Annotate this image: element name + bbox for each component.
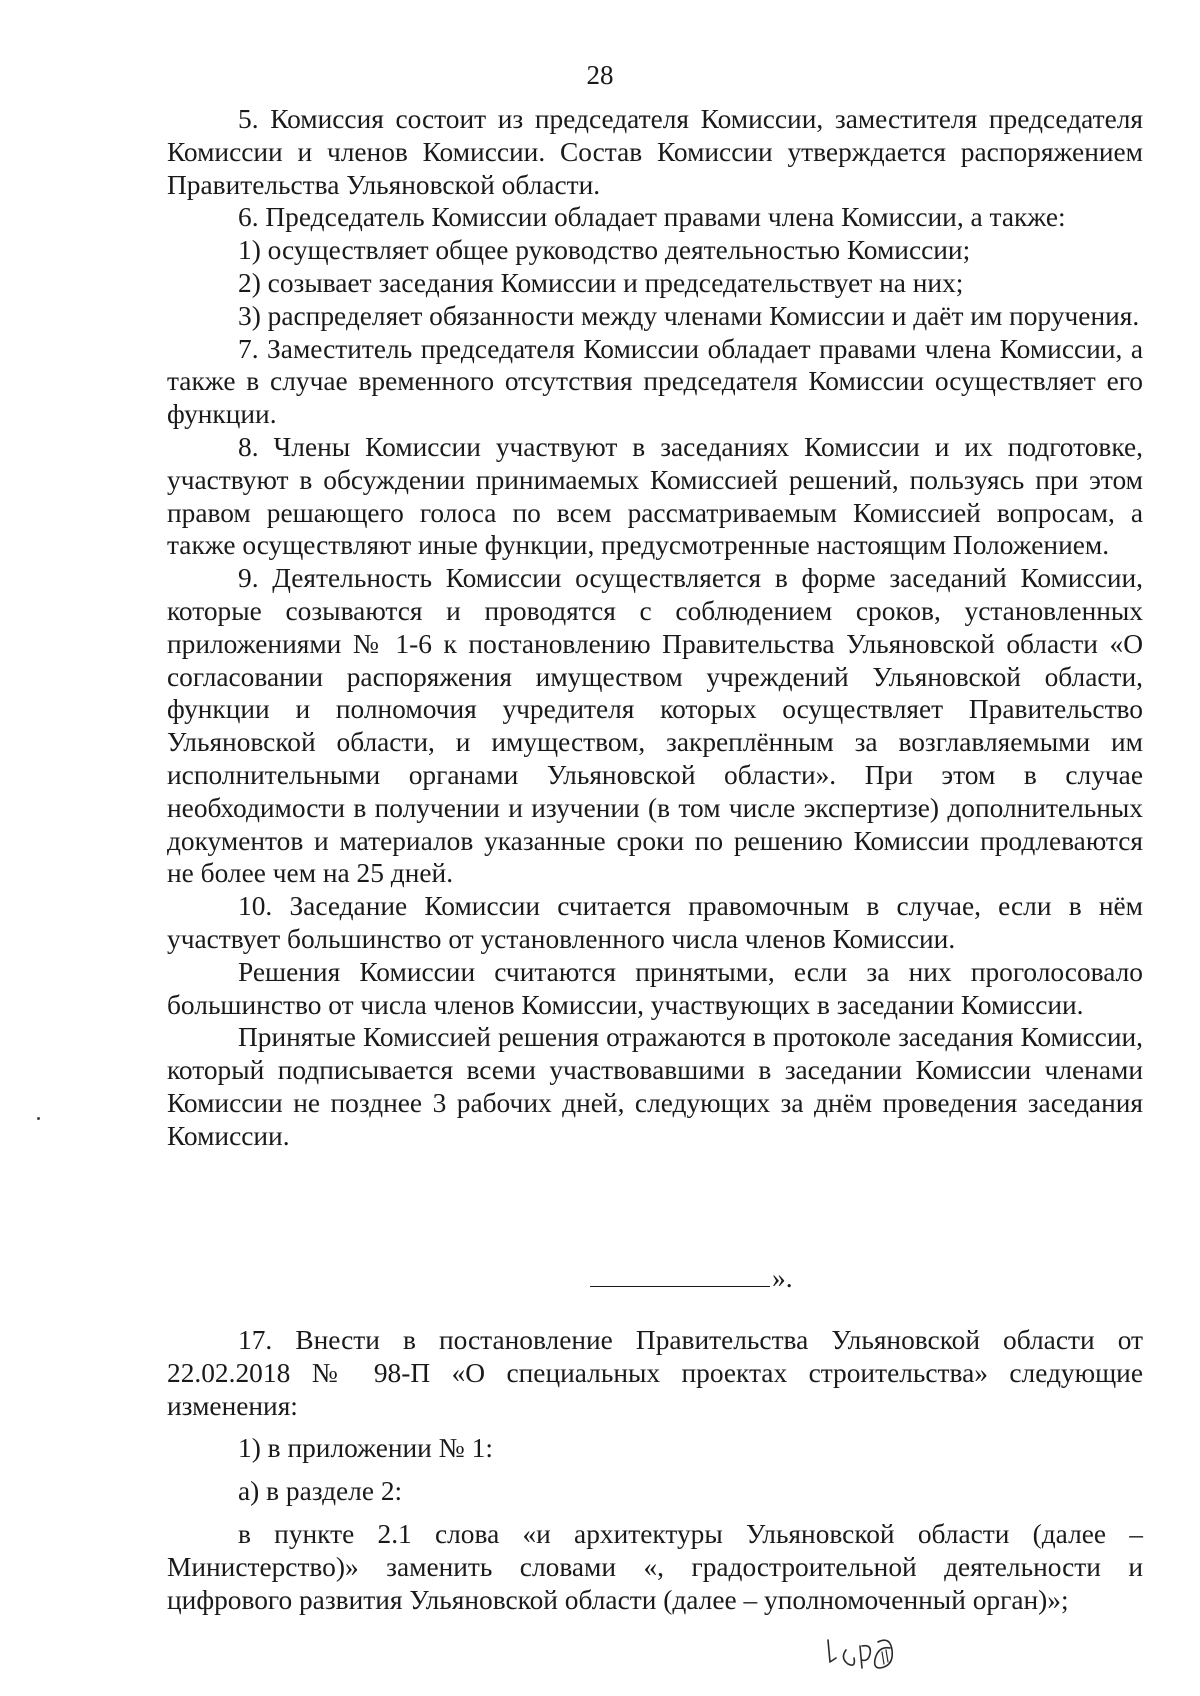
commission-regulation-text (167, 103, 1143, 1153)
paragraph-decisions: Решения Комиссии считаются принятыми, если за них проголосовало большинство от числа членов Комиссии, участвующих в заседании Комиссии. (167, 956, 1143, 1020)
amendment-item-text: в пункте 2.1 слова «и архитектуры Ульяновской области (далее – Министерство)» заменить словами «, градостроительной деятельности и цифрового развития Ульяновской области (далее – уполномоченный орган)»; (167, 1518, 1143, 1615)
closing-rule (590, 1286, 770, 1287)
paragraph-6-item-1: 1) осуществляет общее руководство деятельностью Комиссии; (238, 235, 971, 266)
paragraph-8-members: 8. Члены Комиссии участвуют в заседаниях Комиссии и их подготовке, участвуют в обсуждении принимаемых Комиссией решений, пользуясь при этом правом решающего голоса по всем рассматриваемым Комиссией вопросам, а также осуществляют иные функции, предусмотренные настоящим Положением. (167, 431, 1143, 561)
initials-scribble-icon (818, 1632, 928, 1680)
page-number: 28 (586, 60, 614, 90)
amendment-intro: 17. Внести в постановление Правительства Ульяновской области от 22.02.2018 № 98-П «О специальных проектах строительства» следующие изменения: (167, 1325, 1143, 1421)
paragraph-6-item-3: 3) распределяет обязанности между членами Комиссии и даёт им поручения. (238, 300, 1140, 331)
scan-margin-dot (37, 1117, 40, 1120)
amendment-item-a: а) в разделе 2: (238, 1476, 403, 1507)
amendment-section (167, 1324, 1143, 1616)
closing-mark (590, 1262, 793, 1294)
closing-quote: ». (772, 1263, 793, 1293)
paragraph-protocol: Принятые Комиссией решения отражаются в протоколе заседания Комиссии, который подписывается всеми участвовавшими в заседании Комиссии членами Комиссии не позднее 3 рабочих дней, следующих за днём проведения заседания Комиссии. (167, 1022, 1143, 1151)
paragraph-6-chairman-rights: 6. Председатель Комиссии обладает правами члена Комиссии, а также: (238, 202, 1066, 233)
paragraph-6-item-2: 2) созывает заседания Комиссии и председательствует на них; (238, 267, 964, 298)
paragraph-7-deputy: 7. Заместитель председателя Комиссии обладает правами члена Комиссии, а также в случае временного отсутствия председателя Комиссии осуществляет его функции. (167, 333, 1143, 430)
amendment-item-1: 1) в приложении № 1: (238, 1433, 493, 1464)
paragraph-10-quorum: 10. Заседание Комиссии считается правомочным в случае, если в нём участвует большинство от установленного числа членов Комиссии. (167, 891, 1143, 954)
paragraph-5-composition: 5. Комиссия состоит из председателя Комиссии, заместителя председателя Комиссии и членов Комиссии. Состав Комиссии утверждается распоряжением Правительства Ульяновской области. (167, 104, 1143, 200)
paragraph-9-activity: 9. Деятельность Комиссии осуществляется в форме заседаний Комиссии, которые созываются и проводятся с соблюдением сроков, установленных приложениями № 1-6 к постановлению Правительства Ульяновской области «О согласовании распоряжения имуществом учреждений Ульяновской области, функции и полномочия учредителя которых осуществляет Правительство Ульяновской области, и имуществом, закреплённым за возглавляемыми им исполнительными органами Ульяновской области». При этом в случае необходимости в получении и изучении (в том числе экспертизе) дополнительных документов и материалов указанные сроки по решению Комиссии продлеваются не более чем на 25 дней. (167, 563, 1143, 889)
